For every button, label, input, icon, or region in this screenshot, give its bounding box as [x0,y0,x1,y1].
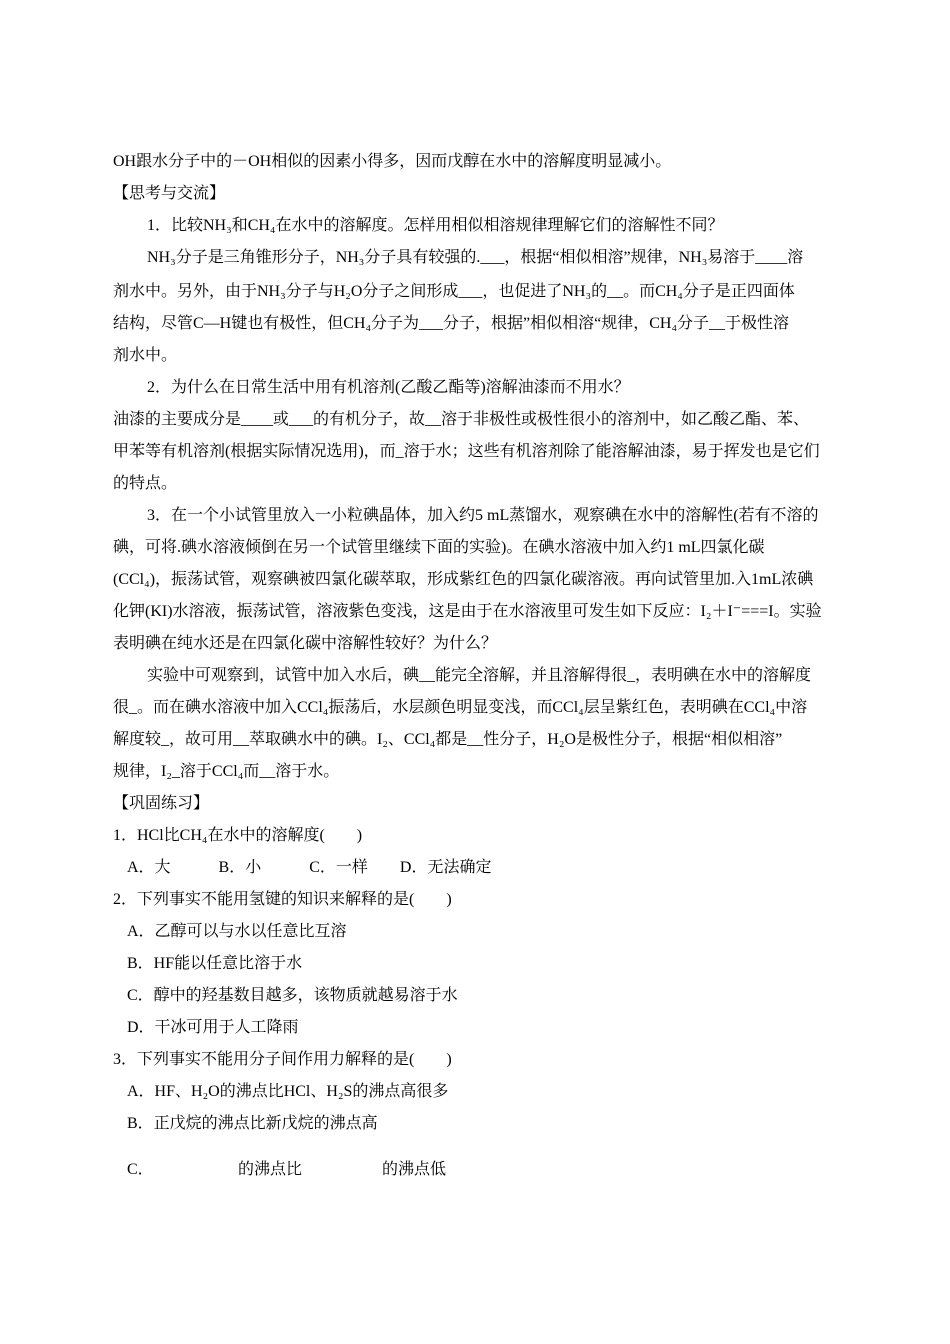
text-line: 油漆的主要成分是____或___的有机分子，故__溶于非极性或极性很小的溶剂中，如乙酸乙酯、苯、 [113,411,810,428]
exercise-3-option-a: A．HF、H₂O的沸点比HCl、H₂S的沸点高很多 [127,1083,449,1100]
text-line: (CCl₄)，振荡试管，观察碘被四氯化碳萃取，形成紫红色的四氯化碳溶液。再向试管里加.入1mL浓碘 [113,571,814,588]
exercise-3-option-c-text-end: 的沸点低 [382,1161,447,1178]
text-line: NH₃分子是三角锥形分子，NH₃分子具有较强的.___，根据“相似相溶”规律，NH₃易溶于____溶 [147,249,804,266]
text-line: 很_。而在碘水溶液中加入CCl₄振荡后，水层颜色明显变浅，而CCl₄层呈紫红色，表明碘在CCl₄中溶 [113,699,808,716]
exercise-3-option-c: C． [127,1161,154,1178]
question-3: 3．在一个小试管里放入一小粒碘晶体，加入约5 mL蒸馏水，观察碘在水中的溶解性(若有不溶的 [147,507,819,524]
text-line: 化钾(KI)水溶液，振荡试管，溶液紫色变浅，这是由于在水溶液里可发生如下反应：I₂＋I⁻===I。实验 [113,603,822,620]
section-heading-think: 【思考与交流】 [113,185,226,202]
exercise-2-option-a: A．乙醇可以与水以任意比互溶 [127,923,347,940]
text-line: 甲苯等有机溶剂(根据实际情况选用)，而_溶于水；这些有机溶剂除了能溶解油漆，易于挥发也是它们 [113,443,820,460]
question-1: 1．比较NH₃和CH₄在水中的溶解度。怎样用相似相溶规律理解它们的溶解性不同？ [147,217,724,234]
exercise-2-option-b: B．HF能以任意比溶于水 [127,955,303,972]
exercise-1-options: A．大 B．小 C．一样 D．无法确定 [127,859,492,876]
exercise-2: 2．下列事实不能用氢键的知识来解释的是( ) [113,891,452,908]
text-line: 剂水中。 [113,347,178,364]
exercise-3-option-c-text: 的沸点比 [238,1161,303,1178]
exercise-1: 1．HCl比CH₄在水中的溶解度( ) [113,827,363,844]
section-heading-practice: 【巩固练习】 [113,795,210,812]
text-line: 结构，尽管C—H键也有极性，但CH₄分子为___分子，根据”相似相溶“规律，CH₄分子__于极性溶 [113,315,790,332]
question-2: 2．为什么在日常生活中用有机溶剂(乙酸乙酯等)溶解油漆而不用水？ [147,379,630,396]
text-line: 的特点。 [113,475,178,492]
text-line: 实验中可观察到，试管中加入水后，碘__能完全溶解，并且溶解得很_，表明碘在水中的溶解度 [147,667,812,684]
exercise-2-option-c: C．醇中的羟基数目越多，该物质就越易溶于水 [127,987,458,1004]
text-line: OH跟水分子中的－OH相似的因素小得多，因而戊醇在水中的溶解度明显减小。 [113,153,672,170]
text-line: 剂水中。另外，由于NH₃分子与H₂O分子之间形成___，也促进了NH₃的__。而CH₄分子是正四面体 [113,283,795,300]
exercise-2-option-d: D．干冰可用于人工降雨 [127,1019,299,1036]
text-line: 解度较_，故可用__萃取碘水中的碘。I₂、CCl₄都是__性分子，H₂O是极性分子，根据“相似相溶” [113,731,783,748]
exercise-3-option-b: B．正戊烷的沸点比新戊烷的沸点高 [127,1115,378,1132]
exercise-3: 3．下列事实不能用分子间作用力解释的是( ) [113,1051,452,1068]
text-line: 表明碘在纯水还是在四氯化碳中溶解性较好？为什么？ [113,635,498,652]
text-line: 碘，可将.碘水溶液倾倒在另一个试管里继续下面的实验)。在碘水溶液中加入约1 mL四氯化碳 [113,539,765,556]
text-line: 规律，I₂_溶于CCl₄而__溶于水。 [113,763,340,780]
